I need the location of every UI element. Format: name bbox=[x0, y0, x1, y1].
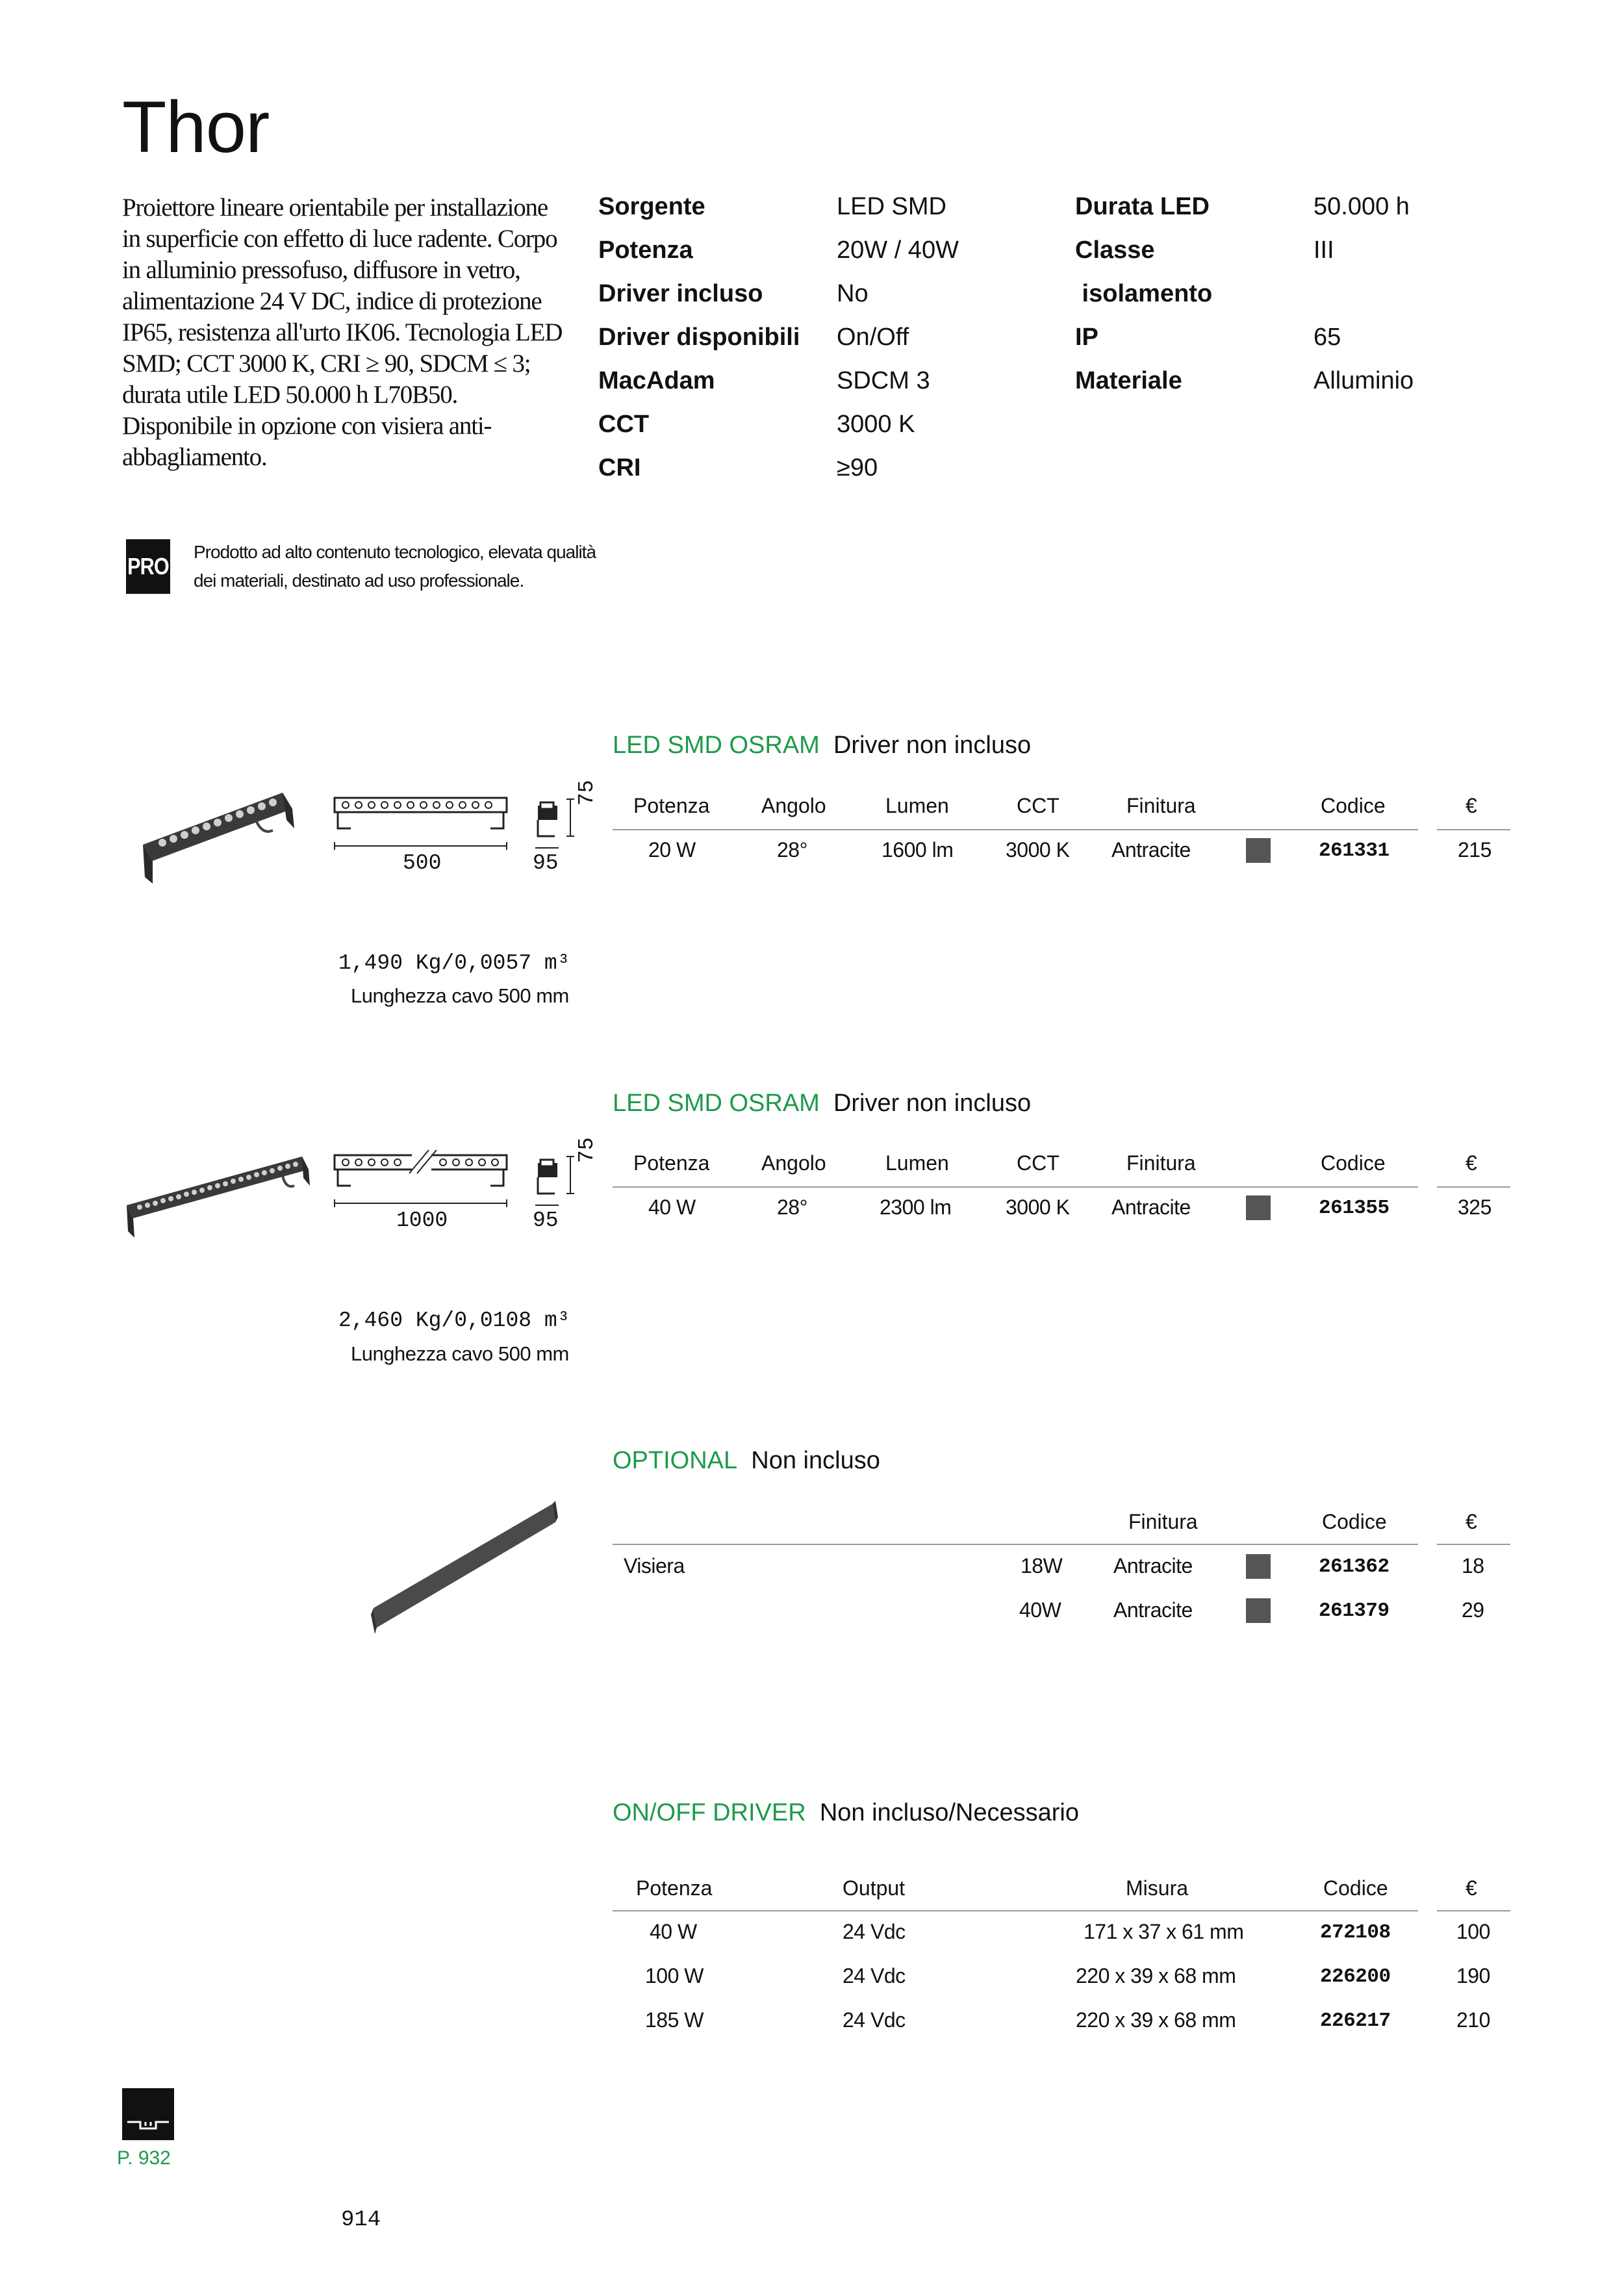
spec-label: Durata LED bbox=[1075, 193, 1210, 220]
col-header-finitura: Finitura bbox=[1126, 794, 1196, 817]
col-header-lumen: Lumen bbox=[885, 1151, 949, 1175]
cell-potenza: 18W bbox=[1021, 1554, 1063, 1578]
dimension-height: 75 bbox=[575, 780, 599, 806]
dimension-height: 75 bbox=[575, 1137, 599, 1163]
spec-label: Driver disponibili bbox=[598, 324, 800, 351]
cell-codice: 226200 bbox=[1320, 1965, 1391, 1988]
page-reference-link[interactable]: P. 932 bbox=[117, 2147, 171, 2169]
spec-value: III bbox=[1313, 236, 1334, 264]
dimension-length: 500 bbox=[403, 851, 442, 875]
cell-finitura: Antracite bbox=[1113, 1554, 1193, 1578]
finish-swatch-antracite bbox=[1246, 1598, 1271, 1623]
table-row bbox=[613, 1554, 1510, 1580]
col-header-misura: Misura bbox=[1126, 1876, 1189, 1900]
col-header-potenza: Potenza bbox=[633, 794, 710, 817]
spec-value: On/Off bbox=[837, 324, 909, 351]
visor-image bbox=[367, 1498, 562, 1641]
cell-lumen: 1600 lm bbox=[882, 838, 954, 862]
spec-label: Materiale bbox=[1075, 367, 1182, 394]
cell-codice: 226217 bbox=[1320, 2010, 1391, 2032]
cell-output: 24 Vdc bbox=[843, 2008, 906, 2032]
section1-subtitle: Driver non incluso bbox=[833, 732, 1032, 759]
col-header-price: € bbox=[1465, 1510, 1477, 1533]
table-row bbox=[613, 2008, 1510, 2034]
product-description: Proiettore lineare orientabile per installazione in superficie con effetto di luce radente. Corpo in alluminio pressofuso, diffusore in vetro, alimentazione 24 V DC, indice di protezione IP65, resistenza all'urto IK06. Tecnologia LED SMD; CCT 3000 K, CRI ≥ 90, SDCM ≤ 3; durata utile LED 50.000 h L70B50. Disponibile in opzione con visiera anti-abbagliamento. bbox=[122, 194, 563, 471]
product-image-thor-1000 bbox=[120, 1140, 315, 1244]
cell-price: 18 bbox=[1462, 1554, 1484, 1578]
optional-item-name: Visiera bbox=[624, 1554, 685, 1578]
col-header-codice: Codice bbox=[1321, 1151, 1386, 1175]
optional-title: OPTIONAL bbox=[613, 1447, 738, 1474]
page-title: Thor bbox=[122, 86, 270, 168]
cell-angolo: 28° bbox=[777, 838, 807, 862]
spec-label: Classe bbox=[1075, 236, 1155, 264]
cable-length: Lunghezza cavo 500 mm bbox=[351, 1342, 569, 1365]
col-header-angolo: Angolo bbox=[761, 794, 826, 817]
section1-title: LED SMD OSRAM bbox=[613, 732, 820, 759]
specs-left-values bbox=[837, 185, 959, 490]
col-header-price: € bbox=[1465, 1876, 1477, 1900]
finish-swatch-antracite bbox=[1246, 1554, 1271, 1579]
spec-label: CCT bbox=[598, 411, 650, 438]
specs-right-labels bbox=[1075, 185, 1212, 403]
table-row bbox=[613, 1964, 1510, 1990]
table-row bbox=[613, 838, 1510, 864]
section2-title: LED SMD OSRAM bbox=[613, 1090, 820, 1117]
cell-lumen: 2300 lm bbox=[880, 1195, 952, 1219]
spec-label: Potenza bbox=[598, 236, 693, 264]
table-row bbox=[613, 1195, 1510, 1221]
col-header-codice: Codice bbox=[1321, 794, 1386, 817]
spec-value: SDCM 3 bbox=[837, 367, 930, 394]
finish-swatch-antracite bbox=[1246, 838, 1271, 863]
col-header-lumen: Lumen bbox=[885, 794, 949, 817]
cable-length: Lunghezza cavo 500 mm bbox=[351, 984, 569, 1007]
cell-codice: 261379 bbox=[1319, 1600, 1389, 1622]
table-divider bbox=[1437, 1544, 1510, 1545]
cell-codice: 272108 bbox=[1320, 1921, 1391, 1944]
dimension-length: 1000 bbox=[396, 1208, 448, 1233]
cell-price: 190 bbox=[1456, 1964, 1490, 1987]
driver-heading bbox=[613, 1799, 1079, 1827]
pro-description: Prodotto ad alto contenuto tecnologico, elevata qualità dei materiali, destinato ad uso professionale. bbox=[194, 542, 596, 591]
specs-right-values bbox=[1313, 185, 1414, 403]
spec-value: Alluminio bbox=[1313, 367, 1414, 394]
front-view-drawing bbox=[331, 793, 513, 858]
col-header-potenza: Potenza bbox=[636, 1876, 713, 1900]
spec-label: MacAdam bbox=[598, 367, 715, 394]
cell-finitura: Antracite bbox=[1113, 1598, 1193, 1622]
cell-cct: 3000 K bbox=[1006, 838, 1070, 862]
section1-heading bbox=[613, 732, 1031, 760]
cell-potenza: 20 W bbox=[648, 838, 696, 862]
spec-value: 3000 K bbox=[837, 411, 915, 438]
section2-subtitle: Driver non incluso bbox=[833, 1090, 1032, 1117]
spec-value: 20W / 40W bbox=[837, 236, 959, 264]
col-header-cct: CCT bbox=[1017, 1151, 1059, 1175]
spec-value: LED SMD bbox=[837, 193, 946, 220]
cell-potenza: 40W bbox=[1019, 1598, 1061, 1622]
table-divider bbox=[613, 1544, 1418, 1545]
specs-left-labels bbox=[598, 185, 800, 490]
table-row bbox=[613, 1920, 1510, 1946]
cell-finitura: Antracite bbox=[1111, 838, 1191, 862]
table-divider bbox=[613, 829, 1418, 830]
section2-heading bbox=[613, 1090, 1031, 1118]
spec-value: No bbox=[837, 280, 869, 307]
optional-subtitle: Non incluso bbox=[751, 1447, 880, 1474]
finish-swatch-antracite bbox=[1246, 1195, 1271, 1220]
spec-label: Sorgente bbox=[598, 193, 705, 220]
col-header-price: € bbox=[1465, 794, 1477, 817]
col-header-finitura: Finitura bbox=[1126, 1151, 1196, 1175]
col-header-finitura: Finitura bbox=[1128, 1510, 1198, 1533]
col-header-cct: CCT bbox=[1017, 794, 1059, 817]
cell-output: 24 Vdc bbox=[843, 1964, 906, 1987]
page-number: 914 bbox=[341, 2208, 381, 2232]
spec-value: 50.000 h bbox=[1313, 193, 1410, 220]
cell-cct: 3000 K bbox=[1006, 1195, 1070, 1219]
spec-value: ≥90 bbox=[837, 454, 878, 481]
cell-misura: 171 x 37 x 61 mm bbox=[1084, 1920, 1244, 1943]
col-header-potenza: Potenza bbox=[633, 1151, 710, 1175]
cell-potenza: 100 W bbox=[645, 1964, 704, 1987]
cell-finitura: Antracite bbox=[1111, 1195, 1191, 1219]
col-header-angolo: Angolo bbox=[761, 1151, 826, 1175]
driver-subtitle: Non incluso/Necessario bbox=[819, 1799, 1079, 1826]
table-divider bbox=[613, 1910, 1418, 1911]
cell-potenza: 185 W bbox=[645, 2008, 704, 2032]
cell-potenza: 40 W bbox=[650, 1920, 697, 1943]
table-divider bbox=[613, 1186, 1418, 1188]
cell-codice: 261355 bbox=[1319, 1197, 1389, 1220]
optional-heading bbox=[613, 1447, 880, 1475]
spec-label: Driver incluso bbox=[598, 280, 763, 307]
dimension-depth: 95 bbox=[533, 851, 559, 875]
cell-price: 215 bbox=[1458, 838, 1491, 862]
cell-angolo: 28° bbox=[777, 1195, 807, 1219]
weight-volume: 1,490 Kg/0,0057 m³ bbox=[338, 951, 570, 975]
cell-misura: 220 x 39 x 68 mm bbox=[1076, 1964, 1236, 1987]
dimension-depth: 95 bbox=[533, 1208, 559, 1233]
cell-codice: 261362 bbox=[1319, 1555, 1389, 1578]
driver-reference-icon[interactable] bbox=[122, 2088, 174, 2140]
cell-misura: 220 x 39 x 68 mm bbox=[1076, 2008, 1236, 2032]
col-header-codice: Codice bbox=[1323, 1876, 1388, 1900]
table-divider bbox=[1437, 829, 1510, 830]
product-image-thor-500 bbox=[133, 780, 302, 890]
weight-volume: 2,460 Kg/0,0108 m³ bbox=[338, 1309, 570, 1333]
spec-value bbox=[1313, 272, 1414, 316]
cell-codice: 261331 bbox=[1319, 839, 1389, 862]
table-row bbox=[613, 1598, 1510, 1624]
spec-label: CRI bbox=[598, 454, 641, 481]
cell-price: 29 bbox=[1462, 1598, 1484, 1622]
col-header-output: Output bbox=[843, 1876, 906, 1900]
cell-output: 24 Vdc bbox=[843, 1920, 906, 1943]
cell-price: 325 bbox=[1458, 1195, 1491, 1219]
col-header-codice: Codice bbox=[1322, 1510, 1387, 1533]
table-divider bbox=[1437, 1910, 1510, 1911]
spec-label: isolamento bbox=[1075, 280, 1213, 307]
col-header-price: € bbox=[1465, 1151, 1477, 1175]
spec-label: IP bbox=[1075, 324, 1098, 351]
cell-potenza: 40 W bbox=[648, 1195, 696, 1219]
cell-price: 210 bbox=[1456, 2008, 1490, 2032]
driver-title: ON/OFF DRIVER bbox=[613, 1799, 806, 1826]
cell-price: 100 bbox=[1456, 1920, 1490, 1943]
table-divider bbox=[1437, 1186, 1510, 1188]
spec-value: 65 bbox=[1313, 324, 1341, 351]
front-view-drawing bbox=[331, 1150, 513, 1215]
pro-badge: PRO bbox=[126, 539, 170, 594]
